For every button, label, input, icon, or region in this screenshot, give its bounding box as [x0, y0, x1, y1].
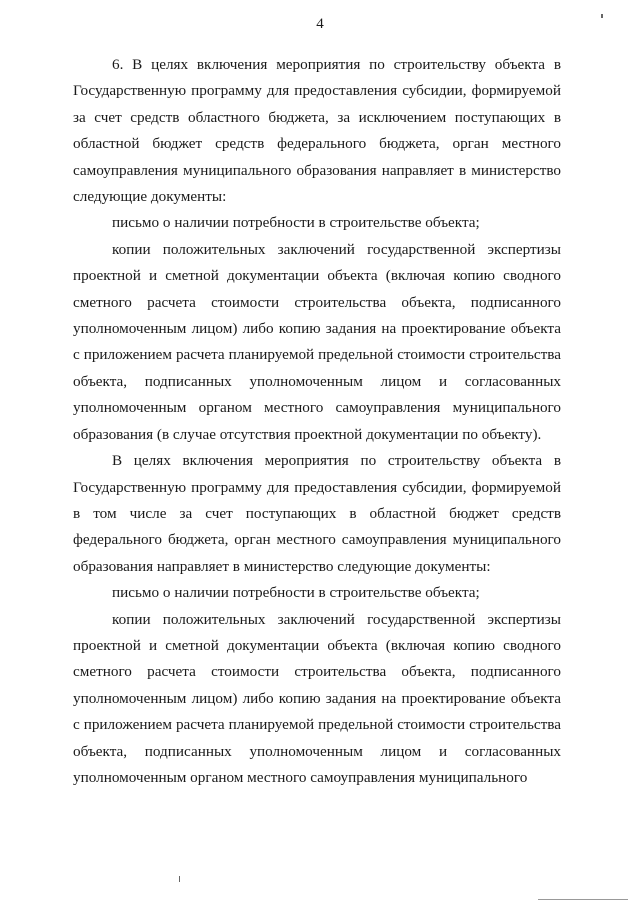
scan-speck-top-right: [601, 14, 603, 18]
paragraph-clause-6: 6. В целях включения мероприятия по строительству объекта в Государственную программу для предоставления субсидии, формируемой за счет средств областного бюджета, за исключением поступающих в областной бюджет средств федерального бюджета, орган местного самоуправления муниципального образования направляет в министерство следующие документы:: [73, 56, 561, 206]
paragraph-letter-item-1: письмо о наличии потребности в строительстве объекта;: [112, 214, 480, 232]
paragraph-federal-clause: В целях включения мероприятия по строительству объекта в Государственную программу для предоставления субсидии, формируемой в том числе за счет поступающих в областной бюджет средств федерального бюджета, орган местного самоуправления муниципального образования направляет в министерство следующие документы:: [73, 452, 561, 575]
paragraph-expertise-item-1: копии положительных заключений государственной экспертизы проектной и сметной документации объекта (включая копию сводного сметного расчета стоимости строительства объекта, подписанного уполномоченным лицом) либо копию задания на проектирование объекта с приложением расчета планируемой предельной стоимости строительства объекта, подписанных уполномоченным лицом и согласованных уполномоченным органом местного самоуправления муниципального образования (в случае отсутствия проектной документации по объекту).: [73, 240, 561, 443]
paragraph-expertise-item-2: копии положительных заключений государственной экспертизы проектной и сметной документации объекта (включая копию сводного сметного расчета стоимости строительства объекта, подписанного уполномоченным лицом) либо копию задания на проектирование объекта с приложением расчета планируемой предельной стоимости строительства объекта, подписанных уполномоченным лицом и согласованных уполномоченным органом местного самоуправления муниципального: [73, 610, 561, 786]
body-text: [73, 52, 561, 791]
page-number: 4: [316, 16, 324, 32]
scan-speck-bottom-left: [179, 876, 180, 882]
scan-line-bottom-right: [538, 899, 628, 900]
paragraph-letter-item-2: письмо о наличии потребности в строительстве объекта;: [112, 584, 480, 602]
